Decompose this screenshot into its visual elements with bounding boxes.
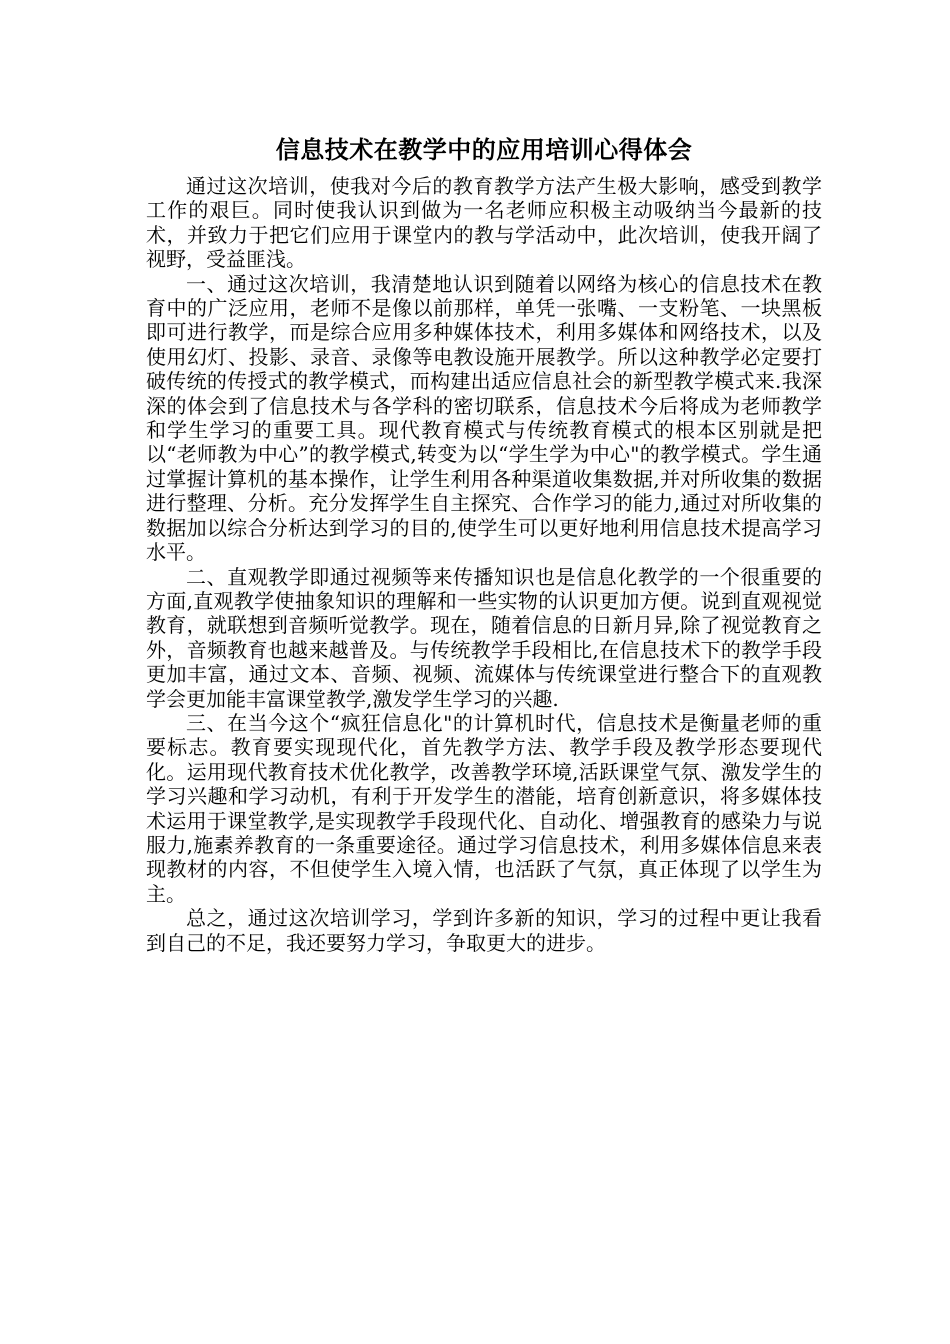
paragraph-point-2: 二、直观教学即通过视频等来传播知识也是信息化教学的一个很重要的方面,直观教学使抽象知识的理解和一些实物的认识更加方便。说到直观视觉教育，就联想到音频听觉教学。现在，随着信息的日新月异,除了视觉教育之外，音频教育也越来越普及。与传统教学手段相比,在信息技术下的教学手段更加丰富，通过文本、音频、视频、流媒体与传统课堂进行整合下的直观教学会更加能丰富课堂教学,激发学生学习的兴趣. bbox=[146, 564, 822, 711]
paragraph-point-3: 三、在当今这个“疯狂信息化"的计算机时代，信息技术是衡量老师的重要标志。教育要实现现代化，首先教学方法、教学手段及教学形态要现代化。运用现代教育技术优化教学，改善教学环境,活跃课堂气氛、激发学生的学习兴趣和学习动机，有利于开发学生的潜能，培育创新意识，将多媒体技术运用于课堂教学,是实现教学手段现代化、自动化、增强教育的感染力与说服力,施素养教育的一条重要途径。通过学习信息技术，利用多媒体信息来表现教材的内容，不但使学生入境入情，也活跃了气氛，真正体现了以学生为主。 bbox=[146, 710, 822, 906]
document-title: 信息技术在教学中的应用培训心得体会 bbox=[275, 136, 693, 164]
paragraph-point-1: 一、通过这次培训，我清楚地认识到随着以网络为核心的信息技术在教育中的广泛应用，老师不是像以前那样，单凭一张嘴、一支粉笔、一块黑板即可进行教学，而是综合应用多种媒体技术，利用多媒体和网络技术，以及使用幻灯、投影、录音、录像等电教设施开展教学。所以这种教学必定要打破传统的传授式的教学模式，而构建出适应信息社会的新型教学模式来.我深深的体会到了信息技术与各学科的密切联系，信息技术今后将成为老师教学和学生学习的重要工具。现代教育模式与传统教育模式的根本区别就是把以“老师教为中心”的教学模式,转变为以“学生学为中心"的教学模式。学生通过掌握计算机的基本操作，让学生利用各种渠道收集数据,并对所收集的数据进行整理、分析。充分发挥学生自主探究、合作学习的能力,通过对所收集的数据加以综合分析达到学习的目的,使学生可以更好地利用信息技术提高学习水平。 bbox=[146, 271, 822, 565]
document-page bbox=[146, 132, 822, 955]
paragraph-intro: 通过这次培训，使我对今后的教育教学方法产生极大影响，感受到教学工作的艰巨。同时使我认识到做为一名老师应积极主动吸纳当今最新的技术，并致力于把它们应用于课堂内的教与学活动中，此次培训，使我开阔了视野，受益匪浅。 bbox=[146, 174, 822, 272]
paragraph-conclusion: 总之，通过这次培训学习，学到许多新的知识，学习的过程中更让我看到自己的不足，我还要努力学习，争取更大的进步。 bbox=[146, 906, 822, 955]
